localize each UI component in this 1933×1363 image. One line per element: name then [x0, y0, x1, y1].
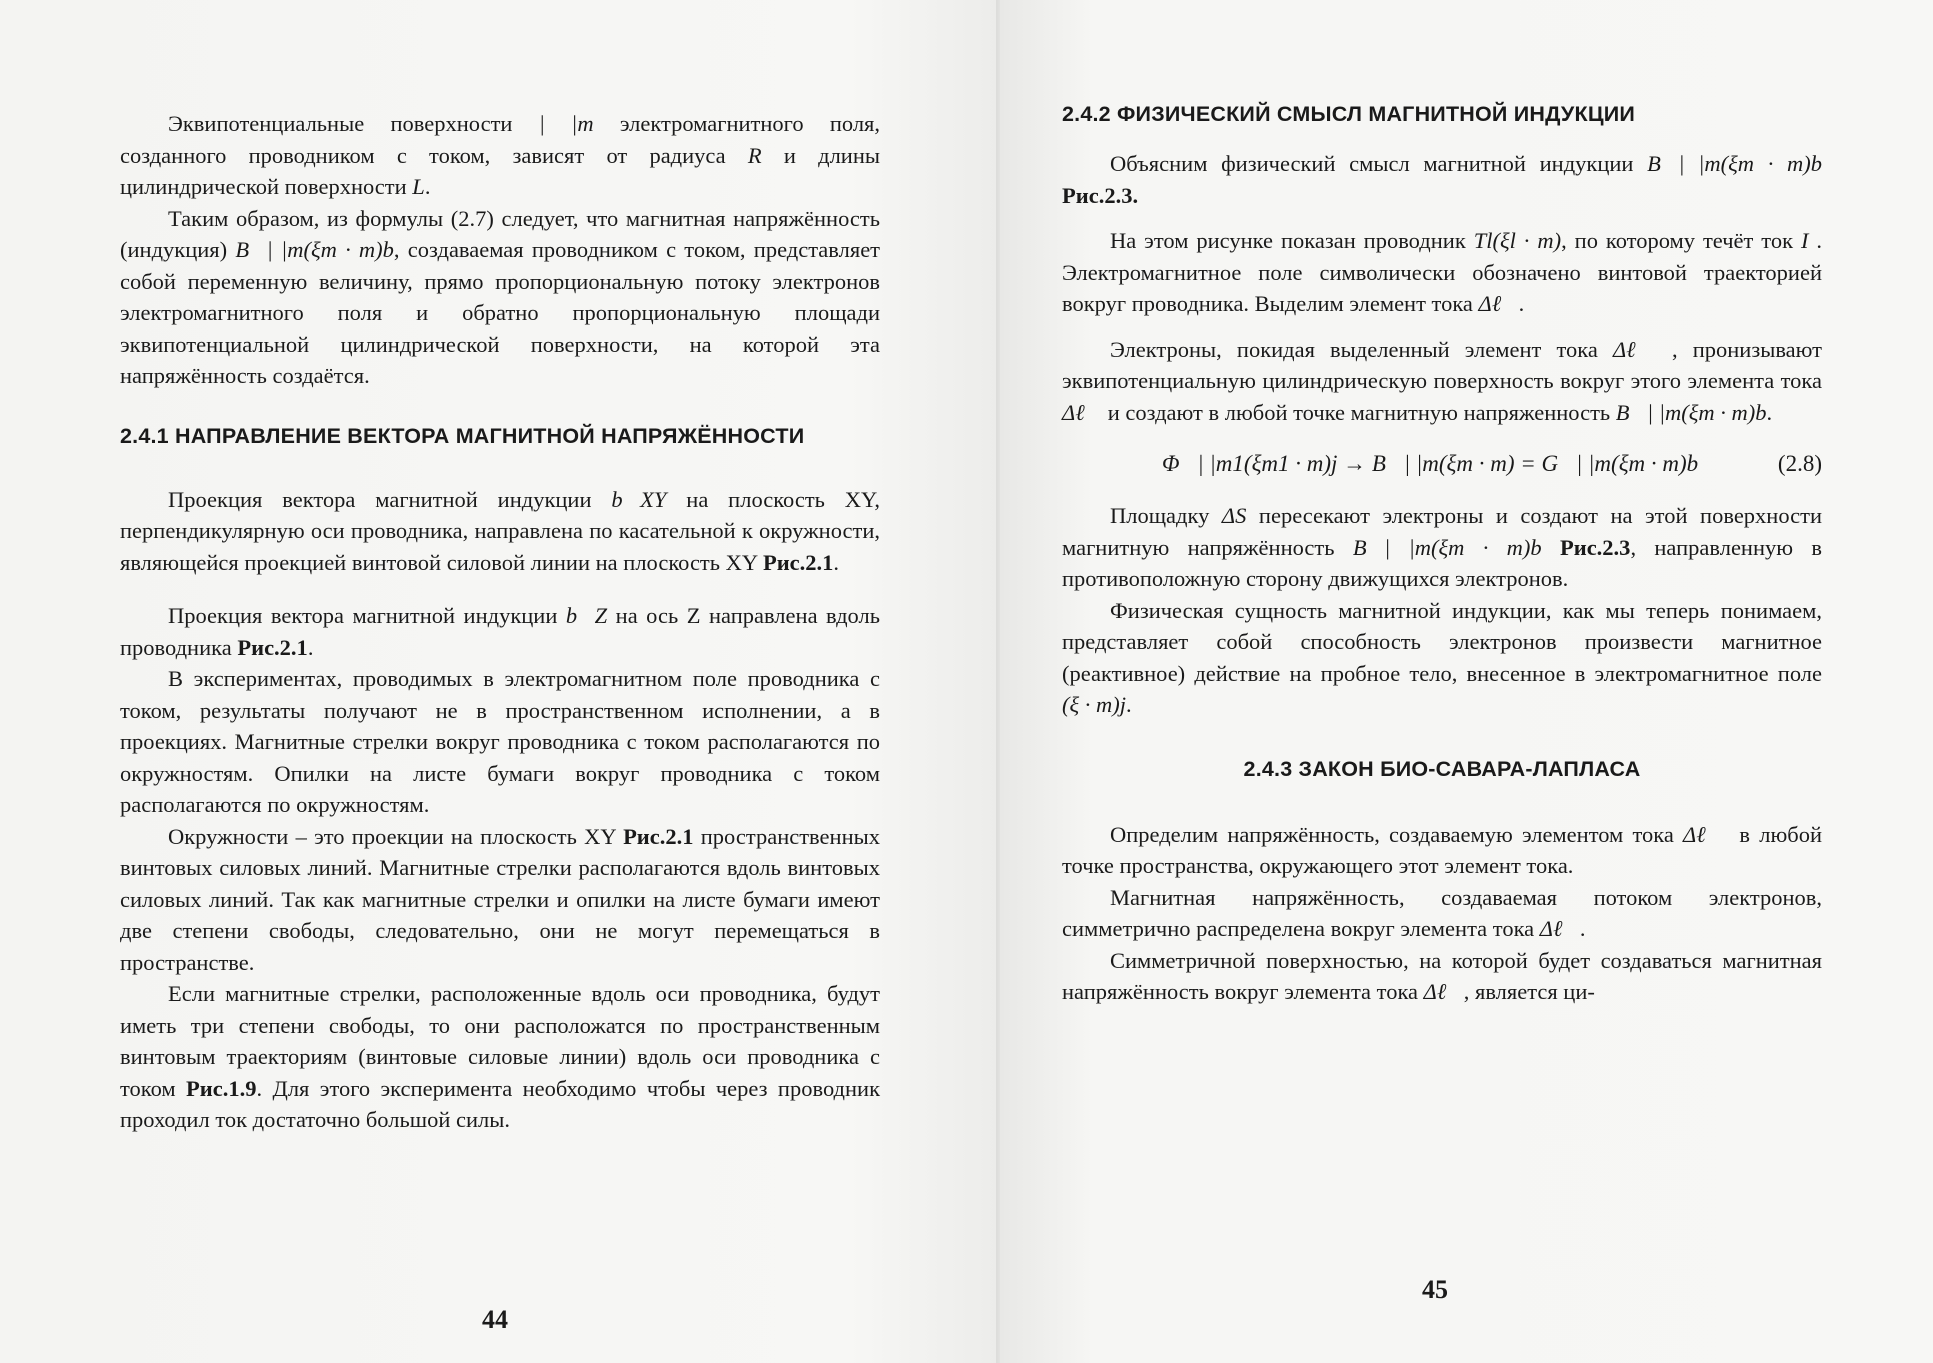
math-expression: b⃗XY	[611, 486, 667, 512]
equation-expression: Φ⃗| |т1(ξт1 · m)j → B⃗| |т(ξт · m) = G⃗| |т(ξт · m)b	[1162, 451, 1699, 476]
math-expression: Δℓ⃗	[1478, 291, 1519, 316]
math-variable: ΔS	[1221, 503, 1247, 528]
math-expression: B⃗| |т(ξт · m)b	[1352, 534, 1542, 560]
figure-reference: Рис.2.1	[762, 549, 834, 575]
page-number: 45	[1422, 1275, 1448, 1304]
math-expression: Δℓ⃗	[1539, 916, 1580, 941]
math-variable: I	[1800, 228, 1809, 253]
paragraph: Проекция вектора магнитной индукции b⃗Z на ось Z направлена вдоль проводника Рис.2.1.	[120, 603, 881, 660]
paragraph: Электроны, покидая выделенный элемент тока Δℓ⃗, пронизывают эквипотенциальную цилиндрическую поверхность вокруг этого элемента тока Δℓ⃗ и создают в любой точке магнитную напряженность B⃗| |т(ξт · m)b.	[1062, 336, 1823, 425]
math-expression: B⃗| |т(ξт · m)b	[235, 237, 394, 262]
section-heading: 2.4.3 ЗАКОН БИО-САВАРА-ЛАПЛАСА	[1243, 756, 1641, 781]
section-heading: 2.4.2 ФИЗИЧЕСКИЙ СМЫСЛ МАГНИТНОЙ ИНДУКЦИИ	[1062, 102, 1636, 126]
paragraph: Окружности – это проекции на плоскость XY Рис.2.1 пространственных винтовых силовых линий. Магнитные стрелки располагаются вдоль винтовых силовых линий. Так как магнитные стрелки и опилки на листе бумаги имеют две степени свободы, следовательно, они не могут перемещаться в пространстве.	[120, 823, 880, 975]
math-variable: L	[412, 174, 425, 199]
figure-reference: Рис.1.9	[186, 1075, 257, 1101]
section-heading: 2.4.1 НАПРАВЛЕНИЕ ВЕКТОРА МАГНИТНОЙ НАПРЯЖЁННОСТИ	[120, 423, 805, 448]
equation-number: (2.8)	[1777, 451, 1822, 476]
math-expression: b⃗Z	[565, 603, 608, 628]
figure-reference: Рис.2.1	[237, 634, 308, 660]
paragraph: Если магнитные стрелки, расположенные вдоль оси проводника, будут иметь три степени свободы, то они расположатся по пространственным винтовым траекториям (винтовые силовые линии) вдоль оси проводника с током Рис.1.9. Для этого эксперимента необходимо чтобы через проводник проходил ток достаточно большой силы.	[120, 981, 881, 1132]
paragraph: В экспериментах, проводимых в электромагнитном поле проводника с током, результаты получают не в пространственном исполнении, а в проекциях. Магнитные стрелки вокруг проводника с током располагаются по окружностям. Опилки на листе бумаги вокруг проводника с током располагаются по окружностям.	[120, 666, 880, 817]
figure-reference: Рис.2.3	[1559, 534, 1631, 560]
math-expression: Δℓ⃗	[1683, 821, 1731, 847]
paragraph: Проекция вектора магнитной индукции b⃗XY на плоскость XY, перпендикулярную оси проводника, направлена по касательной к окружности, являющейся проекцией винтовой силовой линии на плоскость XY Рис.2.1.	[120, 486, 881, 575]
math-expression: B⃗| |т(ξт · m)b	[1615, 399, 1767, 425]
math-variable: R	[747, 142, 762, 168]
math-expression: B⃗| |т(ξт · m)b	[1647, 151, 1823, 176]
paragraph: Симметричной поверхностью, на которой будет создаваться магнитная напряжённость вокруг элемента тока Δℓ⃗, является ци-	[1062, 947, 1822, 1004]
right-page-text	[1062, 100, 1822, 1008]
math-expression: Tl(ξl · m)	[1473, 228, 1562, 253]
left-page-text	[120, 108, 880, 1136]
math-expression: (ξ · m)j	[1062, 692, 1126, 717]
paragraph: Объясним физический смысл магнитной индукции B⃗| |т(ξт · m)b Рис.2.3.	[1062, 151, 1823, 208]
math-expression: | |т	[538, 111, 594, 136]
figure-reference: Рис.2.3.	[1062, 182, 1139, 208]
math-expression: Δℓ⃗	[1062, 399, 1103, 425]
paragraph: Эквипотенциальные поверхности | |т электромагнитного поля, созданного проводником с током, зависят от радиуса R и длины цилиндрической поверхности L.	[120, 111, 881, 199]
paragraph: Таким образом, из формулы (2.7) следует, что магнитная напряжённость (индукция) B⃗| |т(ξт · m)b, создаваемая проводником с током, представляет собой переменную величину, прямо пропорциональную потоку электронов электромагнитного поля и обратно пропорциональную площади эквипотенциальной цилиндрической поверхности, на которой эта напряжённость создаётся.	[120, 205, 881, 388]
paragraph: Площадку ΔS пересекают электроны и создают на этой поверхности магнитную напряжённость B⃗| |т(ξт · m)b Рис.2.3, направленную в противоположную сторону движущихся электронов.	[1062, 503, 1823, 591]
equation-2-8	[1062, 446, 1822, 482]
paragraph: Определим напряжённость, создаваемую элементом тока Δℓ⃗ в любой точке пространства, окружающего этот элемент тока.	[1062, 821, 1823, 878]
math-expression: Δℓ⃗	[1423, 979, 1464, 1004]
right-page	[1000, 0, 1933, 1363]
paragraph: На этом рисунке показан проводник Tl(ξl · m), по которому течёт ток I . Электромагнитное поле символически обозначено винтовой траекторией вокруг проводника. Выделим элемент тока Δℓ⃗.	[1062, 228, 1823, 316]
figure-reference: Рис.2.1	[623, 823, 694, 849]
page-number: 44	[482, 1305, 508, 1334]
math-expression: Δℓ⃗	[1612, 336, 1672, 362]
paragraph: Магнитная напряжённость, создаваемая потоком электронов, симметрично распределена вокруг элемента тока Δℓ⃗.	[1062, 884, 1822, 941]
paragraph: Физическая сущность магнитной индукции, как мы теперь понимаем, представляет собой способность электронов произвести магнитное (реактивное) действие на пробное тело, внесенное в электромагнитное поле (ξ · m)j.	[1062, 597, 1822, 717]
